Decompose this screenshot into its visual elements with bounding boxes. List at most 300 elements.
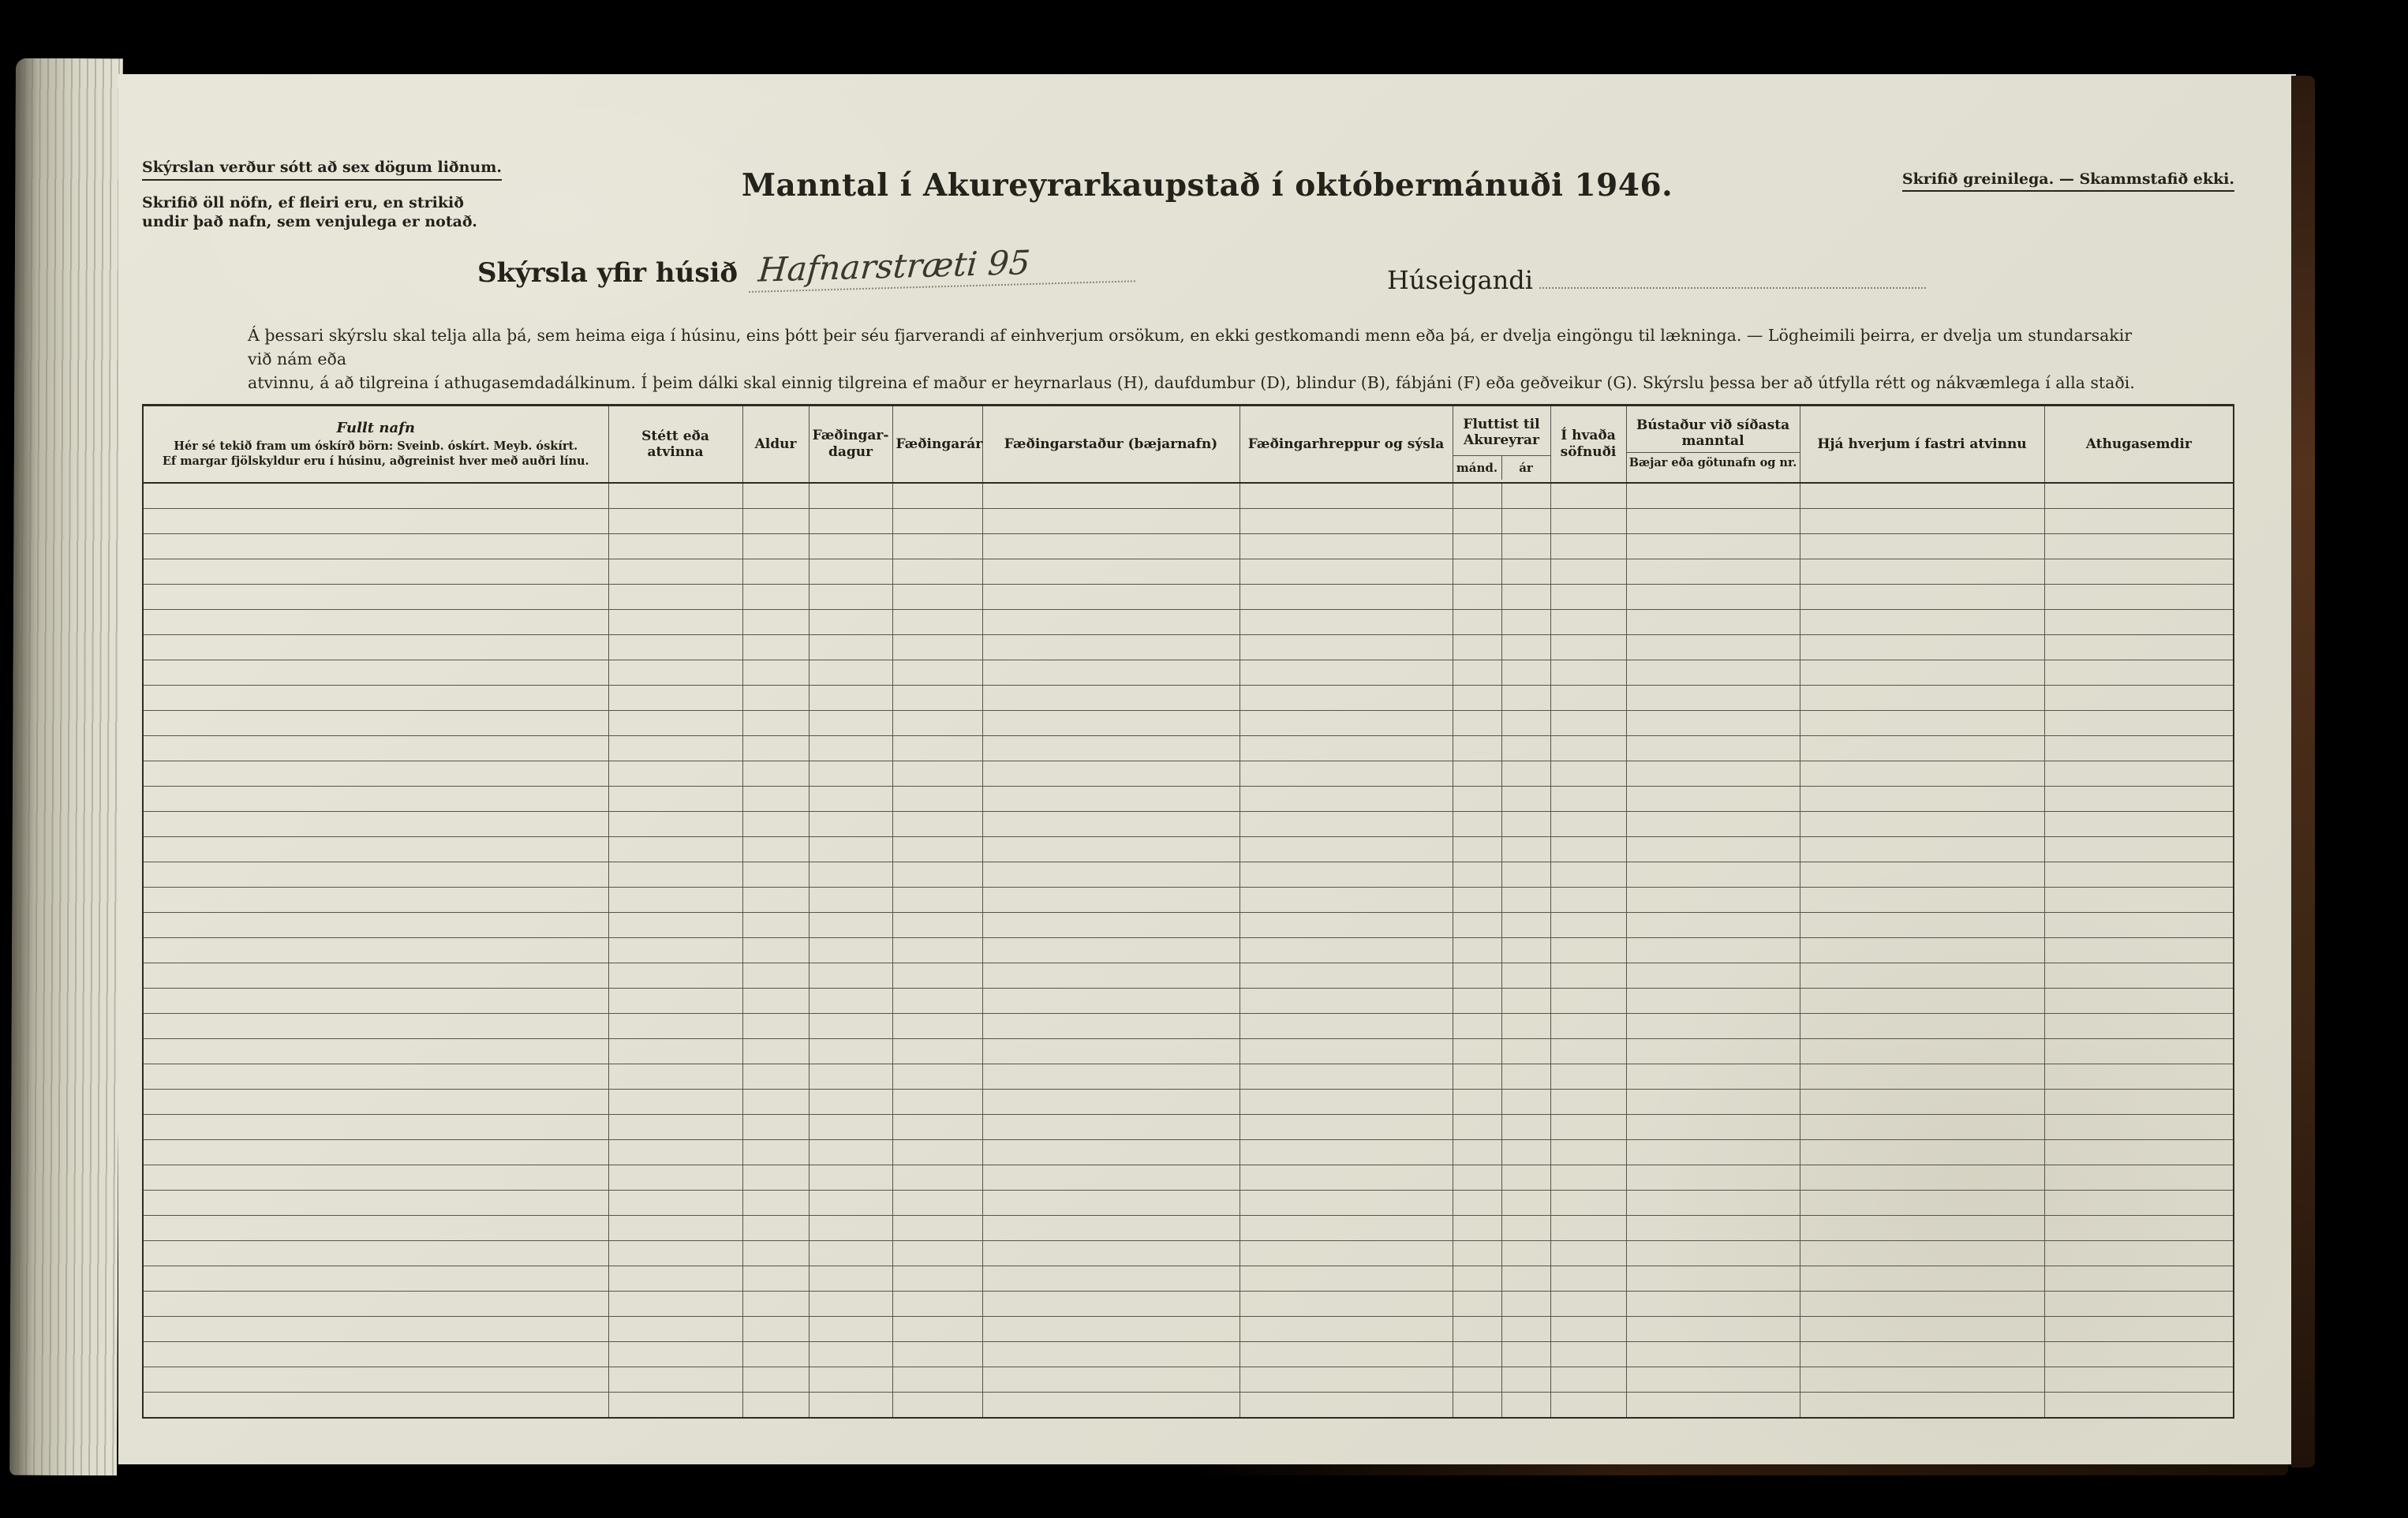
table-cell: [1240, 888, 1453, 913]
table-cell: [1501, 483, 1550, 509]
table-cell: [742, 1039, 809, 1064]
table-cell: [982, 1014, 1240, 1039]
table-cell: [1240, 1039, 1453, 1064]
table-cell: [1240, 1090, 1453, 1115]
table-cell: [982, 761, 1240, 787]
table-cell: [143, 913, 608, 938]
table-cell: [982, 1292, 1240, 1317]
table-cell: [1626, 585, 1800, 610]
table-cell: [1453, 1292, 1501, 1317]
table-cell: [982, 888, 1240, 913]
table-cell: [982, 1367, 1240, 1393]
table-row: [143, 913, 2234, 938]
table-cell: [892, 1266, 982, 1292]
table-cell: [1626, 1140, 1800, 1165]
table-cell: [2044, 1165, 2234, 1191]
table-cell: [982, 837, 1240, 862]
table-cell: [1501, 736, 1550, 761]
owner-line: [1387, 264, 1926, 295]
fluttist-til-line1: Fluttist til: [1463, 416, 1540, 432]
table-cell: [1240, 938, 1453, 963]
table-cell: [1626, 761, 1800, 787]
table-row: [143, 1064, 2234, 1090]
table-cell: [143, 610, 608, 635]
table-cell: [742, 660, 809, 686]
table-cell: [1800, 610, 2044, 635]
table-cell: [1501, 1090, 1550, 1115]
table-row: [143, 534, 2234, 559]
table-cell: [1453, 1014, 1501, 1039]
census-form-page: [118, 74, 2296, 1464]
table-cell: [608, 559, 742, 585]
table-cell: [1800, 761, 2044, 787]
table-cell: [892, 509, 982, 534]
table-cell: [608, 534, 742, 559]
faedingardagur-line2: dagur: [828, 444, 873, 460]
table-cell: [1453, 963, 1501, 989]
table-row: [143, 1090, 2234, 1115]
table-cell: [809, 1191, 892, 1216]
table-cell: [1800, 862, 2044, 888]
table-cell: [608, 1241, 742, 1266]
table-cell: [809, 1216, 892, 1241]
table-row: [143, 585, 2234, 610]
table-cell: [982, 635, 1240, 660]
table-cell: [1501, 989, 1550, 1014]
table-cell: [2044, 1140, 2234, 1165]
table-row: [143, 888, 2234, 913]
table-cell: [1626, 559, 1800, 585]
table-cell: [742, 1115, 809, 1140]
note-left-line1: Skýrslan verður sótt að sex dögum liðnum.: [142, 158, 502, 181]
table-cell: [2044, 837, 2234, 862]
table-cell: [742, 534, 809, 559]
table-cell: [1501, 1165, 1550, 1191]
table-row: [143, 509, 2234, 534]
fullt-nafn-sub2: Ef margar fjölskyldur eru í húsinu, aðgreinist hver með auðri línu.: [162, 454, 589, 468]
table-cell: [982, 1191, 1240, 1216]
table-cell: [809, 1039, 892, 1064]
table-cell: [1800, 963, 2044, 989]
table-cell: [143, 1191, 608, 1216]
table-cell: [608, 862, 742, 888]
table-cell: [1240, 862, 1453, 888]
table-cell: [1240, 736, 1453, 761]
note-right-text: Skrifið greinilega. — Skammstafið ekki.: [1902, 170, 2234, 192]
header-row: [143, 406, 2234, 484]
table-row: [143, 787, 2234, 812]
table-cell: [1800, 635, 2044, 660]
table-cell: [1501, 1191, 1550, 1216]
table-cell: [1501, 1039, 1550, 1064]
table-cell: [608, 1292, 742, 1317]
table-row: [143, 1014, 2234, 1039]
table-cell: [982, 1090, 1240, 1115]
table-cell: [809, 1367, 892, 1393]
table-cell: [2044, 1115, 2234, 1140]
table-cell: [143, 989, 608, 1014]
table-row: [143, 1342, 2234, 1367]
table-cell: [742, 761, 809, 787]
table-cell: [809, 1165, 892, 1191]
table-cell: [1626, 1393, 1800, 1419]
table-cell: [608, 1115, 742, 1140]
table-cell: [1501, 1367, 1550, 1393]
table-cell: [982, 559, 1240, 585]
table-cell: [1800, 1140, 2044, 1165]
table-row: [143, 1115, 2234, 1140]
table-cell: [1800, 509, 2044, 534]
column-header-hja-hverjum: Hjá hverjum í fastri atvinnu: [1800, 406, 2044, 484]
table-cell: [1501, 509, 1550, 534]
table-row: [143, 1393, 2234, 1419]
table-cell: [1453, 1165, 1501, 1191]
table-cell: [1800, 888, 2044, 913]
table-cell: [1240, 1317, 1453, 1342]
table-cell: [892, 761, 982, 787]
table-cell: [1453, 938, 1501, 963]
table-cell: [892, 1317, 982, 1342]
table-cell: [809, 610, 892, 635]
table-cell: [892, 787, 982, 812]
table-cell: [1626, 686, 1800, 711]
table-cell: [742, 989, 809, 1014]
table-cell: [1501, 812, 1550, 837]
table-cell: [1626, 1216, 1800, 1241]
table-cell: [608, 635, 742, 660]
table-cell: [742, 686, 809, 711]
table-cell: [1550, 635, 1626, 660]
book-page-edges: [9, 58, 123, 1476]
table-cell: [1800, 1241, 2044, 1266]
table-cell: [143, 1342, 608, 1367]
table-cell: [892, 1140, 982, 1165]
table-row: [143, 1241, 2234, 1266]
table-cell: [2044, 1266, 2234, 1292]
table-row: [143, 1039, 2234, 1064]
table-cell: [982, 1393, 1240, 1419]
table-row: [143, 1266, 2234, 1292]
table-cell: [809, 1140, 892, 1165]
table-row: [143, 963, 2234, 989]
table-cell: [982, 1342, 1240, 1367]
table-cell: [1800, 989, 2044, 1014]
table-cell: [892, 1115, 982, 1140]
table-cell: [809, 761, 892, 787]
table-row: [143, 989, 2234, 1014]
note-left-line3: undir það nafn, sem venjulega er notað.: [142, 213, 477, 230]
table-cell: [809, 913, 892, 938]
table-cell: [1800, 736, 2044, 761]
table-cell: [982, 1266, 1240, 1292]
table-cell: [809, 787, 892, 812]
table-cell: [982, 585, 1240, 610]
table-cell: [1800, 1367, 2044, 1393]
table-cell: [1453, 534, 1501, 559]
table-cell: [143, 1393, 608, 1419]
table-cell: [2044, 534, 2234, 559]
table-cell: [2044, 635, 2234, 660]
table-cell: [1501, 913, 1550, 938]
table-cell: [1626, 787, 1800, 812]
table-cell: [1626, 534, 1800, 559]
table-cell: [1453, 1216, 1501, 1241]
table-row: [143, 761, 2234, 787]
table-cell: [1550, 862, 1626, 888]
table-row: [143, 610, 2234, 635]
table-cell: [1626, 1039, 1800, 1064]
table-cell: [143, 1241, 608, 1266]
table-cell: [608, 1039, 742, 1064]
table-cell: [742, 635, 809, 660]
table-cell: [742, 1014, 809, 1039]
table-cell: [1626, 963, 1800, 989]
table-cell: [1240, 660, 1453, 686]
table-cell: [1626, 989, 1800, 1014]
table-cell: [1550, 913, 1626, 938]
table-cell: [892, 1090, 982, 1115]
table-cell: [1800, 1090, 2044, 1115]
table-cell: [1800, 1039, 2044, 1064]
table-cell: [982, 483, 1240, 509]
table-cell: [608, 812, 742, 837]
table-cell: [809, 1064, 892, 1090]
table-cell: [1800, 1216, 2044, 1241]
table-cell: [1240, 761, 1453, 787]
table-cell: [892, 1014, 982, 1039]
column-header-faedingarstadur: Fæðingarstaður (bæjarnafn): [982, 406, 1240, 484]
table-cell: [143, 1266, 608, 1292]
table-cell: [1240, 913, 1453, 938]
table-cell: [809, 812, 892, 837]
table-cell: [1240, 1367, 1453, 1393]
table-cell: [1240, 963, 1453, 989]
table-cell: [1550, 989, 1626, 1014]
fluttist-til-subcolumns: [1453, 455, 1550, 480]
column-header-stett: Stétt eða atvinna: [608, 406, 742, 484]
table-cell: [1626, 837, 1800, 862]
table-cell: [1550, 1266, 1626, 1292]
table-cell: [982, 963, 1240, 989]
instructions-line2: atvinnu, á að tilgreina í athugasemdadálkinum. Í þeim dálki skal einnig tilgreina ef maður er heyrnarlaus (H), daufdumbur (D), blindur (B), fábjáni (F) eða geðveikur (G). Skýrslu þessa ber að útfylla rétt og nákvæmlega í alla staði.: [248, 373, 2135, 392]
table-cell: [1501, 963, 1550, 989]
table-cell: [892, 1292, 982, 1317]
table-cell: [1240, 1342, 1453, 1367]
table-cell: [1453, 862, 1501, 888]
fullt-nafn-sub1: Hér sé tekið fram um óskírð börn: Sveinb. óskírt. Meyb. óskírt.: [174, 439, 578, 453]
census-table: [142, 404, 2234, 1419]
table-cell: [1550, 888, 1626, 913]
table-row: [143, 1191, 2234, 1216]
table-cell: [2044, 1292, 2234, 1317]
table-cell: [982, 812, 1240, 837]
table-cell: [1501, 1140, 1550, 1165]
table-cell: [892, 686, 982, 711]
table-cell: [608, 1367, 742, 1393]
table-row: [143, 812, 2234, 837]
table-row: [143, 837, 2234, 862]
table-cell: [608, 1216, 742, 1241]
table-cell: [608, 1165, 742, 1191]
table-cell: [809, 938, 892, 963]
table-cell: [1453, 660, 1501, 686]
table-cell: [1626, 660, 1800, 686]
table-row: [143, 1292, 2234, 1317]
table-cell: [742, 913, 809, 938]
table-cell: [1550, 761, 1626, 787]
table-cell: [809, 509, 892, 534]
table-cell: [1800, 938, 2044, 963]
table-cell: [1240, 1115, 1453, 1140]
faedingardagur-line1: Fæðingar-: [812, 428, 889, 443]
table-cell: [1550, 585, 1626, 610]
fullt-nafn-title: Fullt nafn: [336, 420, 415, 436]
table-cell: [1626, 483, 1800, 509]
table-cell: [892, 1064, 982, 1090]
column-header-faedingarhreppur: Fæðingarhreppur og sýsla: [1240, 406, 1453, 484]
book-bottom-edge: [1183, 1464, 2288, 1475]
table-cell: [982, 913, 1240, 938]
table-cell: [809, 1292, 892, 1317]
table-cell: [1800, 1191, 2044, 1216]
table-cell: [982, 862, 1240, 888]
table-cell: [742, 559, 809, 585]
table-cell: [742, 888, 809, 913]
table-cell: [1240, 837, 1453, 862]
table-cell: [809, 585, 892, 610]
table-cell: [1453, 1140, 1501, 1165]
table-cell: [892, 736, 982, 761]
table-cell: [1800, 787, 2044, 812]
bustadur-line2: manntal: [1681, 433, 1744, 449]
instructions-line1: Á þessari skýrslu skal telja alla þá, sem heima eiga í húsinu, eins þótt þeir séu fjarverandi af einhverjum orsökum, en ekki gestkomandi menn eða þá, er dvelja eingöngu til lækninga. — Lögheimili þeirra, er dvelja um stundarsakir við nám eða: [248, 326, 2133, 368]
table-cell: [1550, 1241, 1626, 1266]
table-cell: [892, 862, 982, 888]
page-title: Manntal í Akureyrarkaupstað í októbermánuði 1946.: [741, 167, 1673, 204]
table-cell: [1240, 1140, 1453, 1165]
table-cell: [1550, 711, 1626, 736]
table-cell: [982, 610, 1240, 635]
table-cell: [982, 736, 1240, 761]
table-cell: [1501, 1115, 1550, 1140]
table-cell: [143, 1064, 608, 1090]
table-cell: [742, 1165, 809, 1191]
table-cell: [1240, 686, 1453, 711]
table-cell: [982, 509, 1240, 534]
table-cell: [143, 1140, 608, 1165]
table-cell: [143, 509, 608, 534]
table-cell: [143, 1090, 608, 1115]
table-cell: [1453, 888, 1501, 913]
table-cell: [143, 585, 608, 610]
table-cell: [2044, 1393, 2234, 1419]
table-cell: [608, 1342, 742, 1367]
table-cell: [1550, 1216, 1626, 1241]
table-row: [143, 862, 2234, 888]
table-cell: [2044, 1216, 2234, 1241]
table-cell: [1626, 1191, 1800, 1216]
table-cell: [608, 585, 742, 610]
table-cell: [608, 913, 742, 938]
instructions: [248, 323, 2157, 394]
table-cell: [2044, 1342, 2234, 1367]
note-top-right: [1902, 170, 2234, 192]
table-cell: [2044, 1367, 2234, 1393]
fluttist-til-line2: Akureyrar: [1464, 432, 1539, 448]
table-cell: [809, 686, 892, 711]
table-cell: [143, 635, 608, 660]
sofnudur-line2: söfnuði: [1560, 444, 1617, 460]
table-cell: [1626, 1115, 1800, 1140]
table-cell: [892, 812, 982, 837]
table-cell: [2044, 862, 2234, 888]
table-cell: [892, 610, 982, 635]
table-cell: [1800, 1266, 2044, 1292]
table-cell: [982, 1165, 1240, 1191]
table-cell: [1626, 1064, 1800, 1090]
table-cell: [143, 1115, 608, 1140]
table-cell: [1453, 585, 1501, 610]
table-cell: [742, 483, 809, 509]
bustadur-line3: Bæjar eða götunafn og nr.: [1627, 452, 1800, 471]
table-cell: [1453, 1191, 1501, 1216]
table-cell: [2044, 913, 2234, 938]
table-cell: [1550, 509, 1626, 534]
table-cell: [143, 1317, 608, 1342]
table-cell: [1501, 585, 1550, 610]
table-cell: [809, 1317, 892, 1342]
table-cell: [1550, 837, 1626, 862]
table-cell: [2044, 1241, 2234, 1266]
table-cell: [809, 660, 892, 686]
table-cell: [608, 787, 742, 812]
table-cell: [1240, 1393, 1453, 1419]
table-cell: [1800, 812, 2044, 837]
table-cell: [1626, 1090, 1800, 1115]
table-cell: [143, 736, 608, 761]
table-cell: [1550, 1393, 1626, 1419]
table-cell: [892, 1367, 982, 1393]
table-cell: [1453, 989, 1501, 1014]
table-cell: [1550, 1191, 1626, 1216]
table-cell: [608, 761, 742, 787]
table-cell: [2044, 711, 2234, 736]
table-cell: [2044, 483, 2234, 509]
table-cell: [742, 1090, 809, 1115]
table-cell: [809, 1393, 892, 1419]
table-cell: [809, 711, 892, 736]
table-cell: [1626, 938, 1800, 963]
table-cell: [608, 711, 742, 736]
table-cell: [809, 1266, 892, 1292]
table-cell: [1453, 1064, 1501, 1090]
table-cell: [608, 1140, 742, 1165]
table-cell: [1550, 1090, 1626, 1115]
table-cell: [742, 787, 809, 812]
table-cell: [608, 686, 742, 711]
table-cell: [1550, 736, 1626, 761]
table-cell: [2044, 888, 2234, 913]
table-cell: [892, 963, 982, 989]
table-row: [143, 559, 2234, 585]
table-cell: [809, 1014, 892, 1039]
table-cell: [1453, 736, 1501, 761]
table-cell: [1501, 1241, 1550, 1266]
table-cell: [608, 509, 742, 534]
table-cell: [1626, 1241, 1800, 1266]
table-cell: [742, 812, 809, 837]
table-cell: [1240, 1292, 1453, 1317]
